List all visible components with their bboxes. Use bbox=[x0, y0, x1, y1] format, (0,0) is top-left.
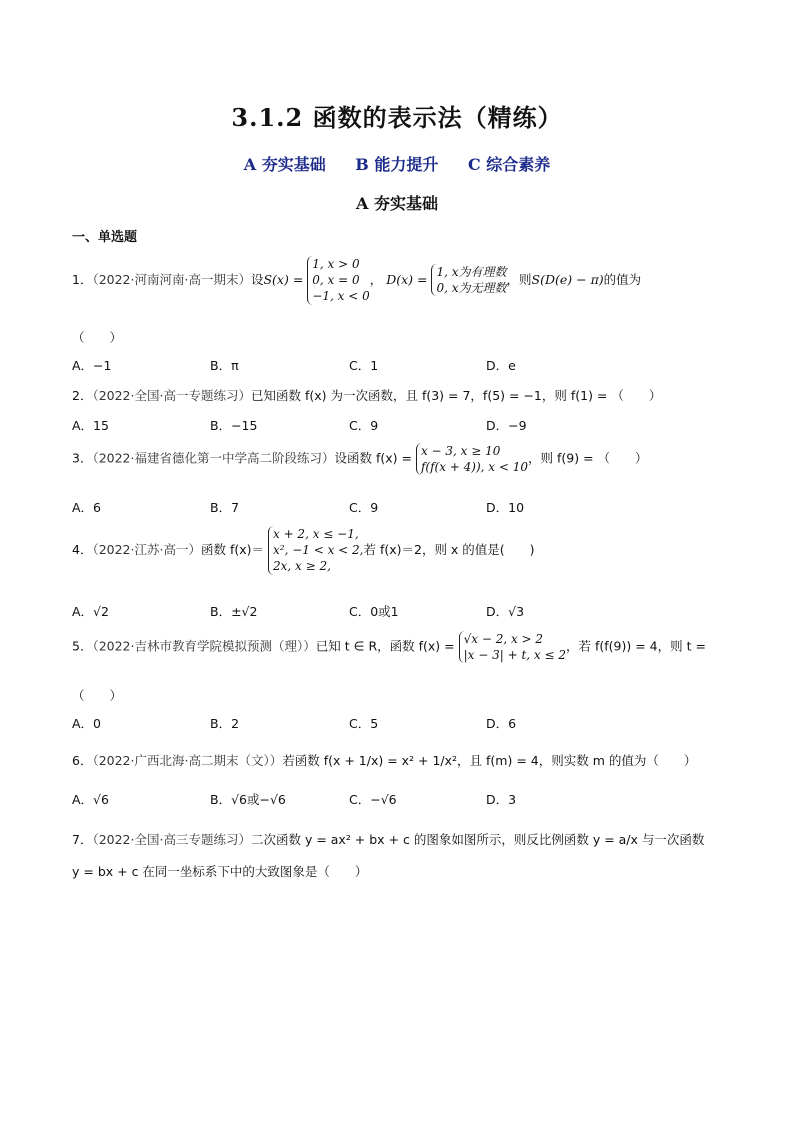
question-2: 2．（2022·全国·高一专题练习）已知函数 f(x) 为一次函数，且 f(3) = 7，f(5) = −1，则 f(1) = （ ） bbox=[72, 388, 662, 403]
option-c[interactable]: C．−√6 bbox=[349, 792, 397, 807]
option-d[interactable]: D．√3 bbox=[486, 604, 525, 619]
option-c[interactable]: C．0或1 bbox=[349, 604, 399, 619]
option-d[interactable]: D．3 bbox=[486, 792, 517, 807]
page-title: 3.1.2 函数的表示法（精练） bbox=[231, 103, 563, 132]
option-b[interactable]: B．2 bbox=[210, 716, 240, 731]
question-type-heading: 一、单选题 bbox=[72, 230, 138, 245]
question-7: 7．（2022·全国·高三专题练习）二次函数 y = ax² + bx + c 的图象如图所示，则反比例函数 y = a/x 与一次函数 bbox=[72, 832, 705, 847]
option-b[interactable]: B．±√2 bbox=[210, 604, 258, 619]
question-1: 1．（2022·河南河南·高一期末）设S(x) = 1, x > 0 0, x = 0 −1, x < 0， D(x) = 1, x为有理数 0, x为无理数，则S(D(e) − π)的值为 bbox=[72, 257, 642, 304]
option-a[interactable]: A．0 bbox=[72, 716, 102, 731]
tab-b[interactable]: B 能力提升 bbox=[355, 155, 439, 174]
question-7-line2: y = bx + c 在同一坐标系下中的大致图象是（ ） bbox=[72, 864, 368, 879]
option-c[interactable]: C．9 bbox=[349, 500, 379, 515]
question-3: 3．（2022·福建省德化第一中学高二阶段练习）设函数 f(x) = x − 3, x ≥ 10 f(f(x + 4)), x < 10，则 f(9) = （ ） bbox=[72, 444, 648, 475]
question-5: 5．（2022·吉林市教育学院模拟预测（理））已知 t ∈ R，函数 f(x) = √x − 2, x > 2 |x − 3| + t, x ≤ 2，若 f(f(9)) = 4，则 t = bbox=[72, 632, 706, 663]
q4-cases: x + 2, x ≤ −1, x², −1 < x < 2, 2x, x ≥ 2, bbox=[268, 526, 363, 575]
question-4: 4．（2022·江苏·高一）函数 f(x)＝ x + 2, x ≤ −1, x², −1 < x < 2, 2x, x ≥ 2,若 f(x)＝2，则 x 的值是( ) bbox=[72, 527, 535, 574]
option-a[interactable]: A．15 bbox=[72, 418, 109, 433]
option-a[interactable]: A．−1 bbox=[72, 358, 112, 373]
option-c[interactable]: C．9 bbox=[349, 418, 379, 433]
d-cases: 1, x为有理数 0, x为无理数 bbox=[431, 264, 506, 296]
question-1-paren: （ ） bbox=[72, 330, 123, 345]
option-b[interactable]: B．π bbox=[210, 358, 239, 373]
tab-a[interactable]: A 夯实基础 bbox=[243, 155, 326, 174]
option-a[interactable]: A．√6 bbox=[72, 792, 109, 807]
s-cases: 1, x > 0 0, x = 0 −1, x < 0 bbox=[307, 256, 369, 305]
question-6: 6．（2022·广西北海·高二期末（文））若函数 f(x + 1/x) = x² + 1/x²，且 f(m) = 4，则实数 m 的值为（ ） bbox=[72, 753, 697, 768]
option-d[interactable]: D．6 bbox=[486, 716, 517, 731]
q3-cases: x − 3, x ≥ 10 f(f(x + 4)), x < 10 bbox=[416, 443, 528, 475]
tab-c[interactable]: C 综合素养 bbox=[467, 155, 551, 174]
option-c[interactable]: C．5 bbox=[349, 716, 379, 731]
question-5-paren: （ ） bbox=[72, 688, 123, 703]
option-d[interactable]: D．−9 bbox=[486, 418, 527, 433]
option-b[interactable]: B．√6或−√6 bbox=[210, 792, 286, 807]
option-c[interactable]: C．1 bbox=[349, 358, 379, 373]
option-d[interactable]: D．10 bbox=[486, 500, 525, 515]
option-b[interactable]: B．−15 bbox=[210, 418, 258, 433]
option-b[interactable]: B．7 bbox=[210, 500, 240, 515]
option-a[interactable]: A．6 bbox=[72, 500, 102, 515]
section-heading: A 夯实基础 bbox=[356, 194, 438, 213]
option-d[interactable]: D．e bbox=[486, 358, 516, 373]
option-a[interactable]: A．√2 bbox=[72, 604, 109, 619]
q5-cases: √x − 2, x > 2 |x − 3| + t, x ≤ 2 bbox=[459, 631, 566, 663]
level-tabs bbox=[0, 152, 794, 175]
